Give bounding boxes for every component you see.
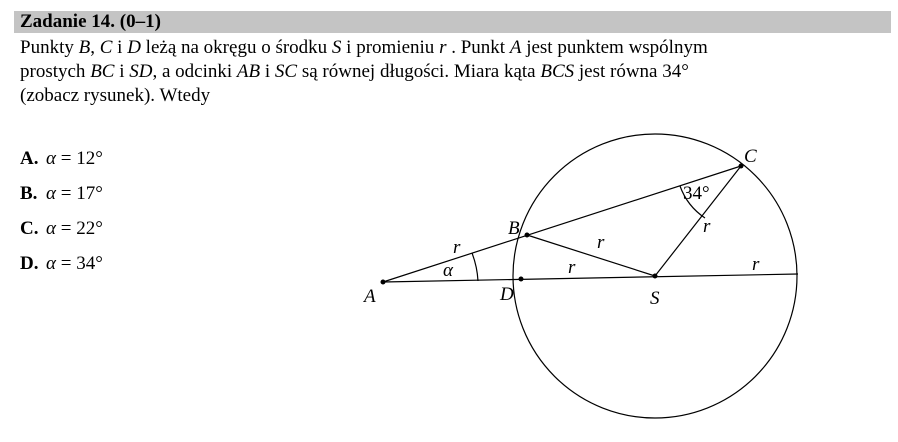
point-s [653,274,658,279]
point-b [525,233,530,238]
label-a: A [364,286,376,307]
option-b[interactable]: B. α = 17° [20,183,103,204]
point-c [739,164,744,169]
label-angle-34: 34° [683,183,710,204]
option-d[interactable]: D. α = 34° [20,253,103,274]
point-a [381,280,386,285]
label-r-bs: r [597,232,605,253]
label-d: D [500,284,514,305]
label-c: C [744,146,757,167]
label-r-se: r [752,254,760,275]
label-r-ab: r [453,237,461,258]
option-c[interactable]: C. α = 22° [20,218,103,239]
segment-bs [527,235,655,276]
stem-line-3: (zobacz rysunek). Wtedy [20,85,211,106]
stem-line-1: Punkty B, C i D leżą na okręgu o środku S i promieniu r . Punkt A jest punktem wspólnym [20,37,708,58]
label-s: S [650,288,660,309]
option-a[interactable]: A. α = 12° [20,148,103,169]
label-b: B [508,218,520,239]
angle-alpha-arc [472,253,478,281]
label-alpha: α [443,260,453,281]
label-r-sc: r [703,216,711,237]
label-r-ds: r [568,257,576,278]
task-title: Zadanie 14. (0–1) [20,11,161,32]
point-d [519,277,524,282]
stem-line-2: prostych BC i SD, a odcinki AB i SC są równej długości. Miara kąta BCS jest równa 34° [20,61,689,82]
